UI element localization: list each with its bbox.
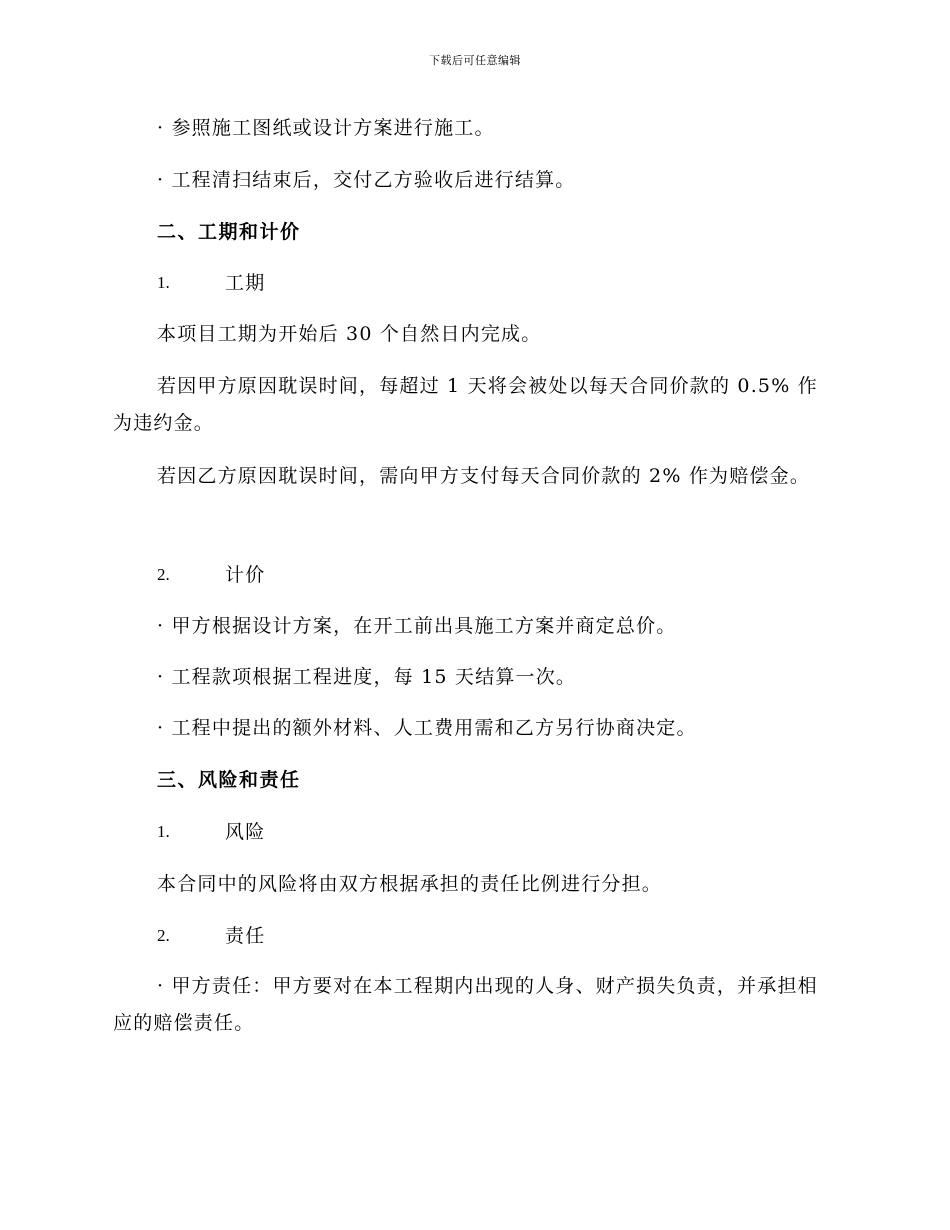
paragraph: 若因甲方原因耽误时间，每超过 1 天将会被处以每天合同价款的 0.5% 作为违约金。 <box>113 375 818 434</box>
section-heading: 三、风险和责任 <box>157 769 301 791</box>
page-header: 下载后可任意编辑 <box>429 54 521 67</box>
section-heading: 二、工期和计价 <box>157 221 301 243</box>
item-number: 1. <box>157 822 170 841</box>
item-number: 1. <box>157 273 170 292</box>
paragraph: 本合同中的风险将由双方根据承担的责任比例进行分担。 <box>157 873 663 895</box>
paragraph: 若因乙方原因耽误时间，需向甲方支付每天合同价款的 2% 作为赔偿金。 <box>157 465 811 487</box>
bullet-paragraph: · 甲方责任：甲方要对在本工程期内出现的人身、财产损失负责，并承担相应的赔偿责任。 <box>113 975 818 1034</box>
item-label: 责任 <box>225 925 266 947</box>
bullet-paragraph: · 参照施工图纸或设计方案进行施工。 <box>157 117 495 139</box>
bullet-paragraph: · 工程款项根据工程进度，每 15 天结算一次。 <box>157 666 577 688</box>
item-label: 工期 <box>225 272 266 294</box>
bullet-paragraph: · 甲方根据设计方案，在开工前出具施工方案并商定总价。 <box>157 615 677 637</box>
bullet-paragraph: · 工程中提出的额外材料、人工费用需和乙方另行协商决定。 <box>157 717 697 739</box>
item-label: 风险 <box>225 821 266 843</box>
bullet-paragraph: · 工程清扫结束后，交付乙方验收后进行结算。 <box>157 169 576 191</box>
item-number: 2. <box>157 926 170 945</box>
item-label: 计价 <box>225 564 266 586</box>
paragraph: 本项目工期为开始后 30 个自然日内完成。 <box>157 323 542 345</box>
item-number: 2. <box>157 565 170 584</box>
